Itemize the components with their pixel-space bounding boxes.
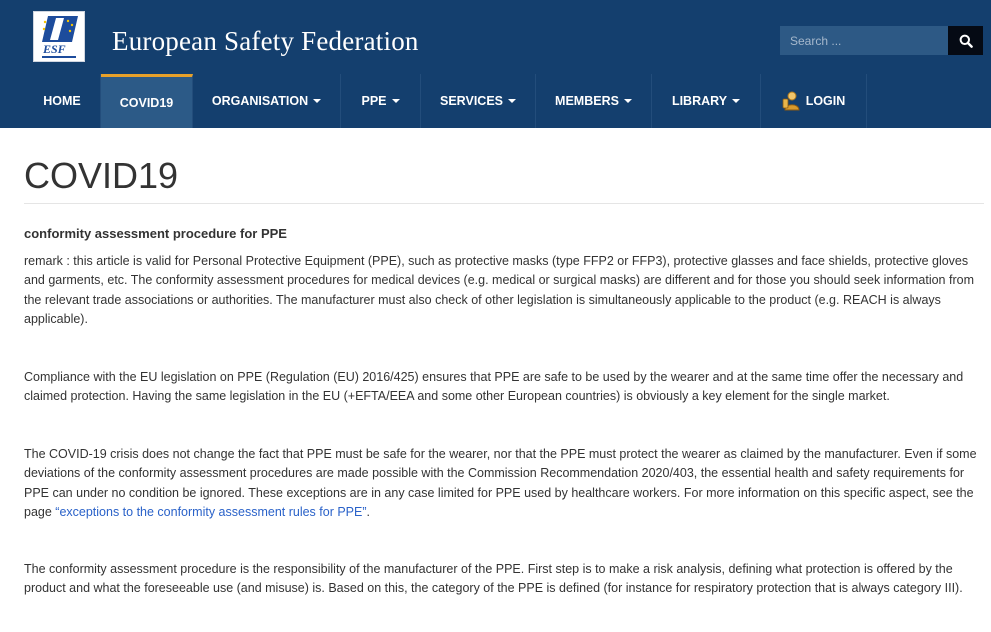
nav-item-label: LIBRARY xyxy=(671,94,728,108)
chevron-down-icon xyxy=(313,99,321,103)
search-input[interactable] xyxy=(780,26,948,55)
chevron-down-icon xyxy=(508,99,516,103)
nav-item-covid19[interactable] xyxy=(101,74,193,128)
article-paragraph: remark : this article is valid for Personal Protective Equipment (PPE), such as protective masks (type FFP2 or FFP3), protective glasses and face shields, protective gloves and garments, etc. The conformity assessment procedures for medical devices (e.g. medical or surgical masks) are different and for those you should seek information from the relevant trade associations or authorities. The manufacturer must also check of other legislation is simultaneously applicable to the product (e.g. REACH is always applicable). xyxy=(24,254,974,326)
nav-item-members[interactable] xyxy=(536,74,652,128)
nav-item-library[interactable] xyxy=(652,74,761,128)
article-subheading: conformity assessment procedure for PPE xyxy=(24,226,287,241)
title-divider xyxy=(24,203,984,204)
svg-text:ESF: ESF xyxy=(43,42,66,56)
nav-item-organisation[interactable] xyxy=(193,74,341,128)
nav-item-ppe[interactable] xyxy=(341,74,421,128)
esf-logo-icon xyxy=(34,12,84,61)
esf-logo[interactable] xyxy=(33,11,85,62)
nav-item-label: SERVICES xyxy=(440,94,503,108)
nav-item-label: LOGIN xyxy=(805,94,846,108)
nav-item-label: PPE xyxy=(361,94,387,108)
nav-item-login[interactable] xyxy=(761,74,867,128)
nav-item-home[interactable] xyxy=(24,74,101,128)
nav-item-label: COVID19 xyxy=(119,95,174,110)
site-title[interactable]: European Safety Federation xyxy=(112,26,419,56)
nav-item-label: MEMBERS xyxy=(555,94,619,108)
paragraph-text: The COVID-19 crisis does not change the fact that PPE must be safe for the wearer, nor that the PPE must protect the wearer as claimed by the manufacturer. Even if some deviations of the conformity assessment procedures are made possible with the Commission Recommendation 2020/403, the essential health and safety requirements for PPE can under no condition be ignored. These exceptions are in any case limited for PPE used by healthcare workers. For more information on this specific aspect, see the page xyxy=(24,447,977,519)
nav-item-label: ORGANISATION xyxy=(211,94,309,108)
chevron-down-icon xyxy=(624,99,632,103)
article-paragraph: Compliance with the EU legislation on PPE (Regulation (EU) 2016/425) ensures that PPE are safe to be used by the wearer and at the same time offer the necessary and claimed protection. Having the same legislation in the EU (+EFTA/EEA and some other European countries) is obviously a key element for the single market. xyxy=(24,370,964,404)
search-icon xyxy=(959,34,973,48)
chevron-down-icon xyxy=(732,99,740,103)
article-paragraph xyxy=(24,445,979,522)
exceptions-page-link[interactable]: “exceptions to the conformity assessment rules for PPE” xyxy=(55,504,367,519)
login-user-icon xyxy=(782,90,800,112)
site-header xyxy=(0,0,991,74)
paragraph-text: . xyxy=(366,504,371,519)
main-navigation xyxy=(0,74,991,128)
chevron-down-icon xyxy=(392,99,400,103)
page-title: COVID19 xyxy=(24,155,179,196)
search-button[interactable] xyxy=(948,26,983,55)
nav-item-services[interactable] xyxy=(421,74,536,128)
article-paragraph: The conformity assessment procedure is the responsibility of the manufacturer of the PPE. First step is to make a risk analysis, defining what protection is offered by the product and what the foreseeable use (and misuse) is. Based on this, the category of the PPE is defined (for instance for respiratory protection that is always category III). xyxy=(24,562,963,596)
nav-item-label: HOME xyxy=(43,94,81,108)
